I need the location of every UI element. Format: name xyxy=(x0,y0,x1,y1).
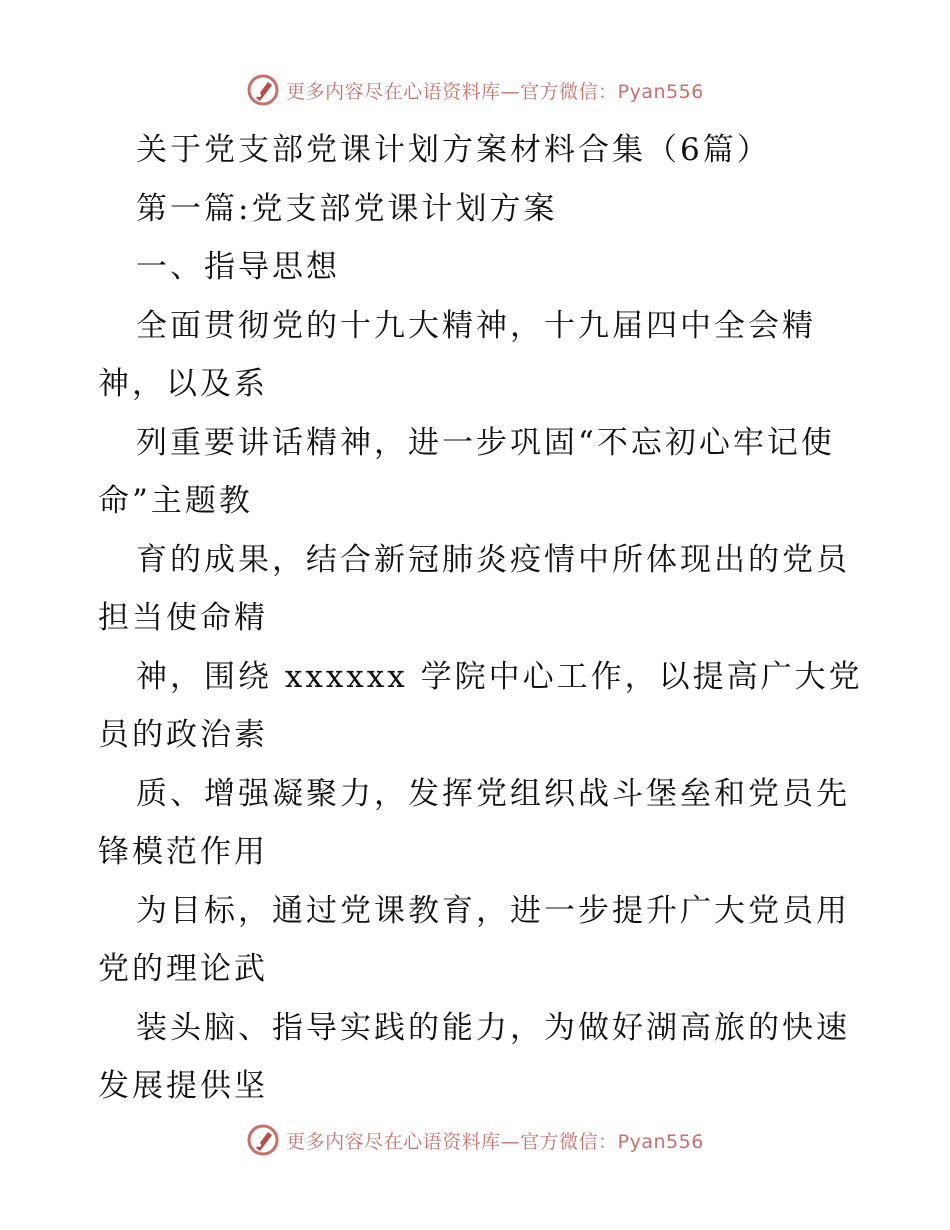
paragraph-line: 为目标，通过党课教育，进一步提升广大党员用 xyxy=(136,892,850,929)
watermark-text: 更多内容尽在心语资料库—官方微信：Pyan556 xyxy=(286,1130,704,1153)
paragraph-line: 员的政治素 xyxy=(98,717,268,753)
paragraph-line: 装头脑、指导实践的能力，为做好湖高旅的快速 xyxy=(136,1009,850,1046)
paragraph-line: 发展提供坚 xyxy=(98,1068,268,1104)
paragraph-line: 命”主题教 xyxy=(98,483,253,519)
paragraph-line: 锋模范作用 xyxy=(98,834,268,870)
pen-nib-circle-icon xyxy=(246,1123,280,1157)
header-watermark xyxy=(0,70,950,110)
paragraph-line: 育的成果，结合新冠肺炎疫情中所体现出的党员 xyxy=(136,541,850,578)
pen-nib-circle-icon xyxy=(246,73,280,107)
paragraph-line: 党的理论武 xyxy=(98,951,268,987)
paragraph-line: 质、增强凝聚力，发挥党组织战斗堡垒和党员先 xyxy=(136,775,850,812)
paragraph-line: 神，围绕 xxxxxx 学院中心工作，以提高广大党 xyxy=(136,658,863,695)
watermark-text: 更多内容尽在心语资料库—官方微信：Pyan556 xyxy=(286,80,704,103)
paragraph-line: 列重要讲话精神，进一步巩固“不忘初心牢记使 xyxy=(136,424,835,461)
paragraph-line: 神，以及系 xyxy=(98,366,268,402)
footer-watermark xyxy=(0,1120,950,1160)
document-body xyxy=(98,121,863,1116)
section-title: 第一篇:党支部党课计划方案 xyxy=(136,190,558,227)
paragraph-line: 全面贯彻党的十九大精神，十九届四中全会精 xyxy=(136,307,816,344)
doc-title: 关于党支部党课计划方案材料合集（6篇） xyxy=(136,132,771,168)
subsection-heading: 一、指导思想 xyxy=(136,249,340,285)
paragraph-line: 担当使命精 xyxy=(98,600,268,636)
